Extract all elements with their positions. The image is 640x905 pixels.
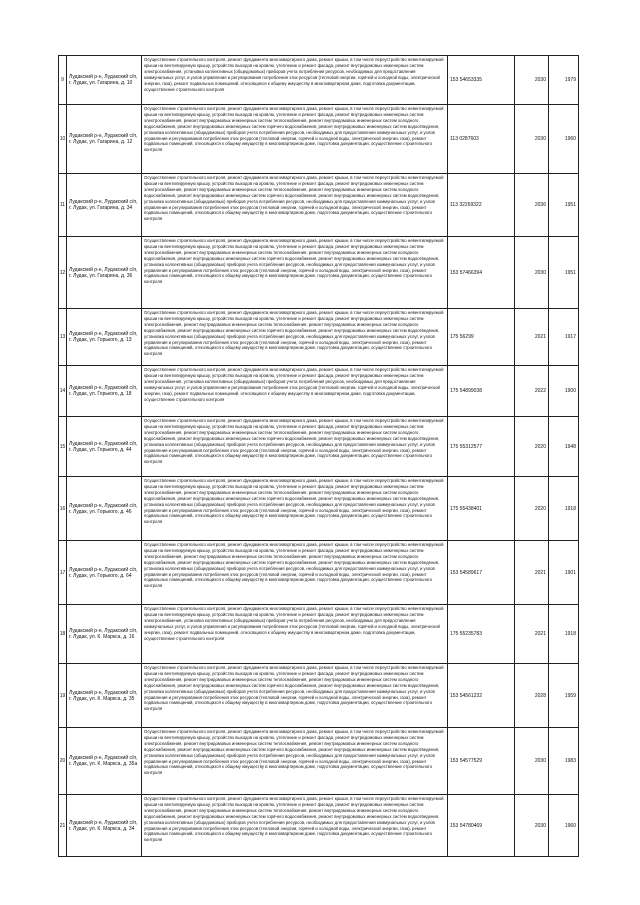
repair-year-cell: 2028 [515, 664, 549, 728]
address-cell: Лудакский р-н, Лудакский с/п, г. Лудак, ул. К. Маркса, д. 35а [67, 728, 142, 795]
works-description-cell: Осуществление строительного контроля, ремонт фундамента многоквартирного дома, ремонт крыши, в том числе переустройство невентилируемой крыши на вентилируемую крышу, устройство выходов на кровлю, утепление и ремонт фасада, ремонт внутридомовых инженерных систем электроснабжения, ремонт внутридомовых инженерных систем теплоснабжения, ремонт внутридомовых инженерных систем холодного водоснабжения, ремонт внутридомовых инженерных систем горячего водоснабжения, ремонт внутридомовых инженерных систем водоотведения, установка коллективных (общедомовых) приборов учета потребления ресурсов, необходимых для предоставления коммунальных услуг, и узлов управления и регулирования потребления этих ресурсов (тепловой энергии, горячей и холодной воды, электрической энергии, газа), ремонт подвальных помещений, относящихся к общему имуществу в многоквартирном доме, подготовка документации, осуществление строительного контроля [142, 105, 448, 174]
address-cell: Лудакский р-н, Лудакский с/п, г. Лудак, ул. Гагарина, д. 34 [67, 174, 142, 237]
repair-year-cell: 2021 [515, 605, 549, 664]
row-number: 20 [59, 728, 67, 795]
build-year-cell: 1959 [549, 664, 579, 728]
cost-cell: 113 32269322 [448, 174, 515, 237]
capital-repair-table [58, 55, 579, 857]
build-year-cell: 1983 [549, 728, 579, 795]
build-year-cell: 1900 [549, 366, 579, 417]
table-row [59, 366, 579, 417]
cost-cell: 153 54780469 [448, 795, 515, 857]
works-description-cell: Осуществление строительного контроля, ремонт фундамента многоквартирного дома, ремонт крыши, в том числе переустройство невентилируемой крыши на вентилируемую крышу, устройство выходов на кровлю, утепление и ремонт фасада, ремонт внутридомовых инженерных систем электроснабжения, ремонт внутридомовых инженерных систем теплоснабжения, ремонт внутридомовых инженерных систем холодного водоснабжения, ремонт внутридомовых инженерных систем горячего водоснабжения, ремонт внутридомовых инженерных систем водоотведения, установка коллективных (общедомовых) приборов учета потребления ресурсов, необходимых для предоставления коммунальных услуг, и узлов управления и регулирования потребления этих ресурсов (тепловой энергии, горячей и холодной воды, электрической энергии, газа), ремонт подвальных помещений, относящихся к общему имуществу в многоквартирном доме, подготовка документации, осуществление строительного контроля [142, 174, 448, 237]
cost-cell: 175 54899038 [448, 366, 515, 417]
works-description-cell: Осуществление строительного контроля, ремонт фундамента многоквартирного дома, ремонт крыши, в том числе переустройство невентилируемой крыши на вентилируемую крышу, устройство выходов на кровлю, утепление и ремонт фасада, ремонт внутридомовых инженерных систем электроснабжения, установка коллективных (общедомовых) приборов учета потребления ресурсов, необходимых для предоставления коммунальных услуг, и узлов управления и регулирования потребления этих ресурсов (тепловой энергии, горячей и холодной воды, электрической энергии, газа), ремонт подвальных помещений, относящихся к общему имуществу в многоквартирном доме, подготовка документации, осуществление строительного контроля [142, 605, 448, 664]
build-year-cell: 1917 [549, 309, 579, 366]
build-year-cell: 1979 [549, 56, 579, 105]
works-description-cell: Осуществление строительного контроля, ремонт фундамента многоквартирного дома, ремонт крыши, в том числе переустройство невентилируемой крыши на вентилируемую крышу, устройство выходов на кровлю, утепление и ремонт фасада, ремонт внутридомовых инженерных систем электроснабжения, установка коллективных (общедомовых) приборов учета потребления ресурсов, необходимых для предоставления коммунальных услуг, и узлов управления и регулирования потребления этих ресурсов (тепловой энергии, горячей и холодной воды, электрической энергии, газа), ремонт подвальных помещений, относящихся к общему имуществу в многоквартирном доме, подготовка документации, осуществление строительного контроля [142, 56, 448, 105]
row-number: 17 [59, 541, 67, 605]
address-cell: Лудакский р-н, Лудакский с/п, г. Лудак, ул. Гагарина, д. 10 [67, 56, 142, 105]
repair-year-cell: 2020 [515, 417, 549, 477]
repair-year-cell: 2022 [515, 366, 549, 417]
table-row [59, 237, 579, 309]
table-row [59, 541, 579, 605]
repair-year-cell: 2036 [515, 174, 549, 237]
address-cell: Лудакский р-н, Лудакский с/п, г. Лудак, ул. К. Маркса, д. 35 [67, 664, 142, 728]
repair-year-cell: 2030 [515, 237, 549, 309]
works-description-cell: Осуществление строительного контроля, ремонт фундамента многоквартирного дома, ремонт крыши, в том числе переустройство невентилируемой крыши на вентилируемую крышу, устройство выходов на кровлю, утепление и ремонт фасада, ремонт внутридомовых инженерных систем электроснабжения, ремонт внутридомовых инженерных систем теплоснабжения, ремонт внутридомовых инженерных систем холодного водоснабжения, ремонт внутридомовых инженерных систем горячего водоснабжения, ремонт внутридомовых инженерных систем водоотведения, установка коллективных (общедомовых) приборов учета потребления ресурсов, необходимых для предоставления коммунальных услуг, и узлов управления и регулирования потребления этих ресурсов (тепловой энергии, горячей и холодной воды, электрической энергии, газа), ремонт подвальных помещений, относящихся к общему имуществу в многоквартирном доме, подготовка документации, осуществление строительного контроля [142, 237, 448, 309]
build-year-cell: 1960 [549, 795, 579, 857]
table-row [59, 728, 579, 795]
works-description-cell: Осуществление строительного контроля, ремонт фундамента многоквартирного дома, ремонт крыши, в том числе переустройство невентилируемой крыши на вентилируемую крышу, устройство выходов на кровлю, утепление и ремонт фасада, ремонт внутридомовых инженерных систем электроснабжения, ремонт внутридомовых инженерных систем теплоснабжения, ремонт внутридомовых инженерных систем холодного водоснабжения, ремонт внутридомовых инженерных систем горячего водоснабжения, ремонт внутридомовых инженерных систем водоотведения, установка коллективных (общедомовых) приборов учета потребления ресурсов, необходимых для предоставления коммунальных услуг, и узлов управления и регулирования потребления этих ресурсов (тепловой энергии, горячей и холодной воды, электрической энергии, газа), ремонт подвальных помещений, относящихся к общему имуществу в многоквартирном доме, подготовка документации, осуществление строительного контроля [142, 728, 448, 795]
table-row [59, 174, 579, 237]
table-row [59, 417, 579, 477]
row-number: 10 [59, 105, 67, 174]
repair-year-cell: 2021 [515, 309, 549, 366]
build-year-cell: 1951 [549, 174, 579, 237]
address-cell: Лудакский р-н, Лудакский с/п, г. Лудак, ул. К. Маркса, д. 34 [67, 795, 142, 857]
row-number: 19 [59, 664, 67, 728]
works-description-cell: Осуществление строительного контроля, ремонт фундамента многоквартирного дома, ремонт крыши, в том числе переустройство невентилируемой крыши на вентилируемую крышу, устройство выходов на кровлю, утепление и ремонт фасада, ремонт внутридомовых инженерных систем электроснабжения, ремонт внутридомовых инженерных систем теплоснабжения, ремонт внутридомовых инженерных систем холодного водоснабжения, ремонт внутридомовых инженерных систем горячего водоснабжения, ремонт внутридомовых инженерных систем водоотведения, установка коллективных (общедомовых) приборов учета потребления ресурсов, необходимых для предоставления коммунальных услуг, и узлов управления и регулирования потребления этих ресурсов (тепловой энергии, горячей и холодной воды, электрической энергии, газа), ремонт подвальных помещений, относящихся к общему имуществу в многоквартирном доме, подготовка документации, осуществление строительного контроля [142, 664, 448, 728]
cost-cell: 175 55235783 [448, 605, 515, 664]
repair-year-cell: 2030 [515, 795, 549, 857]
cost-cell: 113 0287603 [448, 105, 515, 174]
cost-cell: 153 54589617 [448, 541, 515, 605]
cost-cell: 153 54561232 [448, 664, 515, 728]
repair-year-cell: 2030 [515, 56, 549, 105]
row-number: 9 [59, 56, 67, 105]
row-number: 13 [59, 309, 67, 366]
repair-year-cell: 2020 [515, 477, 549, 541]
address-cell: Лудакский р-н, Лудакский с/п, г. Лудак, ул. Гагарина, д. 12 [67, 105, 142, 174]
repair-year-cell: 2021 [515, 541, 549, 605]
row-number: 12 [59, 237, 67, 309]
build-year-cell: 1901 [549, 541, 579, 605]
row-number: 11 [59, 174, 67, 237]
row-number: 14 [59, 366, 67, 417]
works-description-cell: Осуществление строительного контроля, ремонт фундамента многоквартирного дома, ремонт крыши, в том числе переустройство невентилируемой крыши на вентилируемую крышу, устройство выходов на кровлю, утепление и ремонт фасада, ремонт внутридомовых инженерных систем электроснабжения, ремонт внутридомовых инженерных систем теплоснабжения, ремонт внутридомовых инженерных систем холодного водоснабжения, ремонт внутридомовых инженерных систем горячего водоснабжения, ремонт внутридомовых инженерных систем водоотведения, установка коллективных (общедомовых) приборов учета потребления ресурсов, необходимых для предоставления коммунальных услуг, и узлов управления и регулирования потребления этих ресурсов (тепловой энергии, горячей и холодной воды, электрической энергии, газа), ремонт подвальных помещений, относящихся к общему имуществу в многоквартирном доме, подготовка документации, осуществление строительного контроля [142, 795, 448, 857]
address-cell: Лудакский р-н, Лудакский с/п, г. Лудак, ул. К. Маркса, д. 16 [67, 605, 142, 664]
cost-cell: 153 54653335 [448, 56, 515, 105]
table-row [59, 105, 579, 174]
build-year-cell: 1918 [549, 477, 579, 541]
table-row [59, 309, 579, 366]
address-cell: Лудакский р-н, Лудакский с/п, г. Лудак, ул. Горького, д. 46 [67, 477, 142, 541]
table-row [59, 605, 579, 664]
cost-cell: 153 57466394 [448, 237, 515, 309]
table-row [59, 664, 579, 728]
address-cell: Лудакский р-н, Лудакский с/п, г. Лудак, ул. Горького, д. 13 [67, 309, 142, 366]
address-cell: Лудакский р-н, Лудакский с/п, г. Лудак, ул. Гагарина, д. 36 [67, 237, 142, 309]
build-year-cell: 1918 [549, 605, 579, 664]
works-description-cell: Осуществление строительного контроля, ремонт фундамента многоквартирного дома, ремонт крыши, в том числе переустройство невентилируемой крыши на вентилируемую крышу, устройство выходов на кровлю, утепление и ремонт фасада, ремонт внутридомовых инженерных систем электроснабжения, ремонт внутридомовых инженерных систем теплоснабжения, ремонт внутридомовых инженерных систем холодного водоснабжения, ремонт внутридомовых инженерных систем горячего водоснабжения, ремонт внутридомовых инженерных систем водоотведения, установка коллективных (общедомовых) приборов учета потребления ресурсов, необходимых для предоставления коммунальных услуг, и узлов управления и регулирования потребления этих ресурсов (тепловой энергии, горячей и холодной воды, электрической энергии, газа), ремонт подвальных помещений, относящихся к общему имуществу в многоквартирном доме, подготовка документации, осуществление строительного контроля [142, 477, 448, 541]
address-cell: Лудакский р-н, Лудакский с/п, г. Лудак, ул. Горького, д. 64 [67, 541, 142, 605]
row-number: 21 [59, 795, 67, 857]
build-year-cell: 1948 [549, 417, 579, 477]
table-row [59, 795, 579, 857]
address-cell: Лудакский р-н, Лудакский с/п, г. Лудак, ул. Горького, д. 18 [67, 366, 142, 417]
row-number: 15 [59, 417, 67, 477]
build-year-cell: 1951 [549, 237, 579, 309]
address-cell: Лудакский р-н, Лудакский с/п, г. Лудак, ул. Горького, д. 44 [67, 417, 142, 477]
row-number: 16 [59, 477, 67, 541]
works-description-cell: Осуществление строительного контроля, ремонт фундамента многоквартирного дома, ремонт крыши, в том числе переустройство невентилируемой крыши на вентилируемую крышу, устройство выходов на кровлю, утепление и ремонт фасада, ремонт внутридомовых инженерных систем электроснабжения, ремонт внутридомовых инженерных систем теплоснабжения, ремонт внутридомовых инженерных систем холодного водоснабжения, ремонт внутридомовых инженерных систем горячего водоснабжения, ремонт внутридомовых инженерных систем водоотведения, установка коллективных (общедомовых) приборов учета потребления ресурсов, необходимых для предоставления коммунальных услуг, и узлов управления и регулирования потребления этих ресурсов (тепловой энергии, горячей и холодной воды, электрической энергии, газа), ремонт подвальных помещений, относящихся к общему имуществу в многоквартирном доме, подготовка документации, осуществление строительного контроля [142, 541, 448, 605]
cost-cell: 175 55438401 [448, 477, 515, 541]
repair-year-cell: 2030 [515, 728, 549, 795]
table-body [59, 56, 579, 857]
works-description-cell: Осуществление строительного контроля, ремонт фундамента многоквартирного дома, ремонт крыши, в том числе переустройство невентилируемой крыши на вентилируемую крышу, устройство выходов на кровлю, утепление и ремонт фасада, ремонт внутридомовых инженерных систем электроснабжения, ремонт внутридомовых инженерных систем теплоснабжения, ремонт внутридомовых инженерных систем холодного водоснабжения, ремонт внутридомовых инженерных систем горячего водоснабжения, ремонт внутридомовых инженерных систем водоотведения, установка коллективных (общедомовых) приборов учета потребления ресурсов, необходимых для предоставления коммунальных услуг, и узлов управления и регулирования потребления этих ресурсов (тепловой энергии, горячей и холодной воды, электрической энергии, газа), ремонт подвальных помещений, относящихся к общему имуществу в многоквартирном доме, подготовка документации, осуществление строительного контроля [142, 309, 448, 366]
row-number: 18 [59, 605, 67, 664]
cost-cell: 175 55312577 [448, 417, 515, 477]
table-row [59, 477, 579, 541]
works-table-sheet [58, 55, 578, 857]
repair-year-cell: 2030 [515, 105, 549, 174]
cost-cell: 175 56299 [448, 309, 515, 366]
works-description-cell: Осуществление строительного контроля, ремонт фундамента многоквартирного дома, ремонт крыши, в том числе переустройство невентилируемой крыши на вентилируемую крышу, устройство выходов на кровлю, утепление и ремонт фасада, ремонт внутридомовых инженерных систем электроснабжения, ремонт внутридомовых инженерных систем теплоснабжения, ремонт внутридомовых инженерных систем холодного водоснабжения, ремонт внутридомовых инженерных систем горячего водоснабжения, ремонт внутридомовых инженерных систем водоотведения, установка коллективных (общедомовых) приборов учета потребления ресурсов, необходимых для предоставления коммунальных услуг, и узлов управления и регулирования потребления этих ресурсов (тепловой энергии, горячей и холодной воды, электрической энергии, газа), ремонт подвальных помещений, относящихся к общему имуществу в многоквартирном доме, подготовка документации, осуществление строительного контроля [142, 417, 448, 477]
works-description-cell: Осуществление строительного контроля, ремонт фундамента многоквартирного дома, ремонт крыши, в том числе переустройство невентилируемой крыши на вентилируемую крышу, устройство выходов на кровлю, утепление и ремонт фасада, ремонт внутридомовых инженерных систем электроснабжения, установка коллективных (общедомовых) приборов учета потребления ресурсов, необходимых для предоставления коммунальных услуг, и узлов управления и регулирования потребления этих ресурсов (тепловой энергии, горячей и холодной воды, электрической энергии, газа), ремонт подвальных помещений, относящихся к общему имуществу в многоквартирном доме, подготовка документации, осуществление строительного контроля [142, 366, 448, 417]
cost-cell: 153 54577529 [448, 728, 515, 795]
table-row [59, 56, 579, 105]
build-year-cell: 1960 [549, 105, 579, 174]
